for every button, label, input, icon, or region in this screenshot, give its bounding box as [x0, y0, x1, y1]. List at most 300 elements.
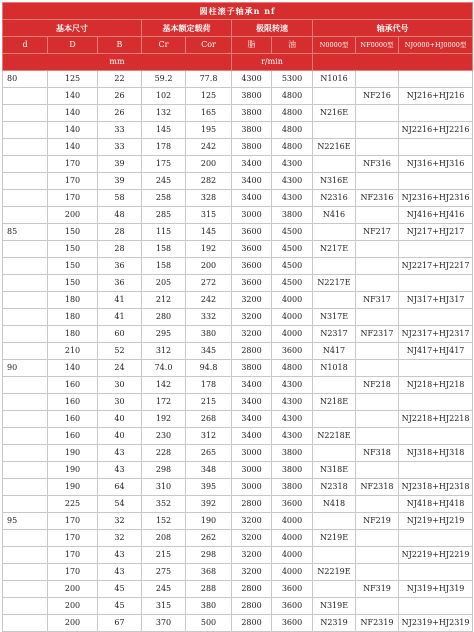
cell-cr: 215 [142, 547, 186, 564]
col-header-cr: Cr [142, 37, 186, 54]
cell-cr: 74.0 [142, 360, 186, 377]
cell-D: 200 [48, 615, 98, 632]
cell-nj0000: NJ416+HJ416 [399, 207, 473, 224]
cell-grease: 2800 [232, 581, 272, 598]
table-row [3, 139, 473, 156]
cell-nf0000 [356, 343, 399, 360]
column-header-row [3, 37, 473, 54]
cell-nj0000 [399, 173, 473, 190]
cell-d [3, 88, 48, 105]
cell-grease: 3200 [232, 309, 272, 326]
table-row [3, 615, 473, 632]
cell-grease: 2800 [232, 598, 272, 615]
cell-B: 32 [98, 530, 142, 547]
table-row [3, 479, 473, 496]
cell-cr: 152 [142, 513, 186, 530]
cell-D: 170 [48, 564, 98, 581]
table-row [3, 411, 473, 428]
cell-d [3, 292, 48, 309]
cell-n0000 [313, 88, 356, 105]
cell-cr: 102 [142, 88, 186, 105]
cell-B: 64 [98, 479, 142, 496]
cell-D: 170 [48, 190, 98, 207]
table-row [3, 326, 473, 343]
cell-oil: 4800 [272, 139, 313, 156]
cell-D: 210 [48, 343, 98, 360]
cell-nj0000: NJ316+HJ316 [399, 156, 473, 173]
cell-nf0000 [356, 207, 399, 224]
cell-D: 180 [48, 292, 98, 309]
cell-n0000: N319E [313, 598, 356, 615]
cell-n0000: N1018 [313, 360, 356, 377]
cell-cor: 380 [186, 598, 232, 615]
cell-oil: 4000 [272, 309, 313, 326]
col-header-d: d [3, 37, 48, 54]
cell-oil: 4300 [272, 411, 313, 428]
cell-cr: 298 [142, 462, 186, 479]
cell-B: 36 [98, 275, 142, 292]
cell-grease: 3200 [232, 547, 272, 564]
cell-grease: 4300 [232, 71, 272, 88]
cell-D: 200 [48, 581, 98, 598]
cell-D: 225 [48, 496, 98, 513]
cell-D: 170 [48, 530, 98, 547]
cell-grease: 2800 [232, 343, 272, 360]
cell-D: 170 [48, 513, 98, 530]
table-row [3, 360, 473, 377]
cell-oil: 4000 [272, 530, 313, 547]
table-row [3, 462, 473, 479]
cell-D: 180 [48, 309, 98, 326]
cell-oil: 4800 [272, 88, 313, 105]
cell-nf0000: NF216 [356, 88, 399, 105]
cell-n0000: N216E [313, 105, 356, 122]
cell-n0000 [313, 156, 356, 173]
table-row [3, 428, 473, 445]
cell-B: 45 [98, 581, 142, 598]
cell-oil: 4800 [272, 105, 313, 122]
cell-cor: 215 [186, 394, 232, 411]
cell-B: 36 [98, 258, 142, 275]
table-row [3, 530, 473, 547]
cell-grease: 3600 [232, 258, 272, 275]
cell-nj0000: NJ2218+HJ2218 [399, 411, 473, 428]
cell-cr: 310 [142, 479, 186, 496]
table-row [3, 224, 473, 241]
table-row [3, 122, 473, 139]
table-row [3, 71, 473, 88]
cell-cor: 195 [186, 122, 232, 139]
cell-nf0000: NF219 [356, 513, 399, 530]
cell-grease: 2800 [232, 615, 272, 632]
table-title: 圆柱滚子轴承n nf [3, 3, 473, 20]
cell-n0000 [313, 224, 356, 241]
cell-nf0000: NF2319 [356, 615, 399, 632]
cell-n0000: N317E [313, 309, 356, 326]
cell-cr: 230 [142, 428, 186, 445]
cell-cr: 295 [142, 326, 186, 343]
col-header-B: B [98, 37, 142, 54]
cell-oil: 3600 [272, 496, 313, 513]
cell-nf0000 [356, 309, 399, 326]
cell-B: 58 [98, 190, 142, 207]
cell-B: 52 [98, 343, 142, 360]
table-body [3, 71, 473, 632]
cell-D: 140 [48, 105, 98, 122]
cell-D: 200 [48, 598, 98, 615]
cell-nj0000 [399, 360, 473, 377]
cell-n0000 [313, 377, 356, 394]
cell-d [3, 530, 48, 547]
cell-cor: 395 [186, 479, 232, 496]
cell-n0000 [313, 445, 356, 462]
cell-oil: 3600 [272, 343, 313, 360]
cell-D: 170 [48, 547, 98, 564]
cell-d [3, 445, 48, 462]
cell-d [3, 326, 48, 343]
table-row [3, 190, 473, 207]
cell-B: 39 [98, 156, 142, 173]
cell-cr: 115 [142, 224, 186, 241]
cell-n0000: N2218E [313, 428, 356, 445]
cell-grease: 3400 [232, 428, 272, 445]
cell-B: 28 [98, 224, 142, 241]
cell-nf0000 [356, 428, 399, 445]
cell-grease: 3400 [232, 190, 272, 207]
cell-B: 24 [98, 360, 142, 377]
table-row [3, 598, 473, 615]
cell-D: 140 [48, 122, 98, 139]
cell-d [3, 394, 48, 411]
cell-d [3, 581, 48, 598]
cell-grease: 3600 [232, 224, 272, 241]
cell-d [3, 105, 48, 122]
cell-grease: 3200 [232, 326, 272, 343]
table-row [3, 105, 473, 122]
cell-nj0000: NJ319+HJ319 [399, 581, 473, 598]
cell-oil: 3800 [272, 445, 313, 462]
cell-cr: 175 [142, 156, 186, 173]
cell-n0000 [313, 411, 356, 428]
table-row [3, 173, 473, 190]
cell-grease: 3400 [232, 156, 272, 173]
cell-n0000: N217E [313, 241, 356, 258]
col-header-D: D [48, 37, 98, 54]
cell-cor: 200 [186, 156, 232, 173]
group-bearing-code: 轴承代号 [313, 20, 473, 37]
cell-grease: 3400 [232, 377, 272, 394]
cell-oil: 4000 [272, 326, 313, 343]
cell-nj0000: NJ2219+HJ2219 [399, 547, 473, 564]
col-header-oil: 油 [272, 37, 313, 54]
cell-nj0000: NJ2316+HJ2316 [399, 190, 473, 207]
cell-D: 150 [48, 258, 98, 275]
cell-d: 85 [3, 224, 48, 241]
cell-oil: 4500 [272, 275, 313, 292]
cell-d [3, 258, 48, 275]
cell-B: 67 [98, 615, 142, 632]
cell-cor: 380 [186, 326, 232, 343]
cell-cor: 145 [186, 224, 232, 241]
cell-nj0000: NJ418+HJ418 [399, 496, 473, 513]
cell-D: 140 [48, 360, 98, 377]
cell-n0000: N318E [313, 462, 356, 479]
cell-cor: 94.8 [186, 360, 232, 377]
table-row [3, 377, 473, 394]
cell-cor: 125 [186, 88, 232, 105]
unit-row [3, 54, 473, 71]
cell-D: 190 [48, 479, 98, 496]
cell-B: 30 [98, 377, 142, 394]
title-row [3, 3, 473, 20]
cell-nf0000: NF217 [356, 224, 399, 241]
cell-cor: 192 [186, 241, 232, 258]
cell-n0000 [313, 581, 356, 598]
cell-D: 150 [48, 224, 98, 241]
cell-D: 180 [48, 326, 98, 343]
cell-d [3, 547, 48, 564]
cell-cr: 172 [142, 394, 186, 411]
cell-nf0000: NF2317 [356, 326, 399, 343]
cell-cor: 242 [186, 139, 232, 156]
cell-nf0000 [356, 462, 399, 479]
cell-cr: 178 [142, 139, 186, 156]
cell-cr: 145 [142, 122, 186, 139]
cell-d [3, 241, 48, 258]
cell-d [3, 207, 48, 224]
table-row [3, 88, 473, 105]
cell-grease: 2800 [232, 496, 272, 513]
cell-n0000: N218E [313, 394, 356, 411]
cell-n0000: N2318 [313, 479, 356, 496]
cell-nf0000: NF319 [356, 581, 399, 598]
cell-n0000: N2217E [313, 275, 356, 292]
cell-cor: 200 [186, 258, 232, 275]
cell-D: 190 [48, 462, 98, 479]
cell-B: 22 [98, 71, 142, 88]
cell-cor: 282 [186, 173, 232, 190]
cell-B: 45 [98, 598, 142, 615]
table-row [3, 445, 473, 462]
cell-D: 140 [48, 139, 98, 156]
cell-D: 160 [48, 411, 98, 428]
cell-grease: 3600 [232, 275, 272, 292]
col-header-nj0000: NJ0000+HJ0000型 [399, 37, 473, 54]
cell-D: 200 [48, 207, 98, 224]
cell-cr: 59.2 [142, 71, 186, 88]
table-row [3, 394, 473, 411]
cell-nf0000 [356, 411, 399, 428]
cell-D: 160 [48, 394, 98, 411]
cell-cor: 272 [186, 275, 232, 292]
cell-nj0000: NJ417+HJ417 [399, 343, 473, 360]
cell-n0000: N2316 [313, 190, 356, 207]
cell-d [3, 411, 48, 428]
cell-n0000 [313, 122, 356, 139]
cell-nf0000 [356, 122, 399, 139]
cell-cor: 332 [186, 309, 232, 326]
cell-B: 33 [98, 122, 142, 139]
cell-nf0000 [356, 139, 399, 156]
cell-nf0000 [356, 530, 399, 547]
cell-n0000: N316E [313, 173, 356, 190]
cell-B: 41 [98, 292, 142, 309]
unit-speed: r/min [232, 54, 313, 71]
cell-nf0000 [356, 173, 399, 190]
cell-n0000 [313, 292, 356, 309]
cell-nj0000 [399, 564, 473, 581]
bearing-spec-table [2, 2, 473, 632]
cell-nj0000 [399, 428, 473, 445]
cell-nf0000: NF318 [356, 445, 399, 462]
cell-cor: 368 [186, 564, 232, 581]
cell-n0000: N219E [313, 530, 356, 547]
cell-cor: 265 [186, 445, 232, 462]
cell-grease: 3000 [232, 445, 272, 462]
cell-n0000: N2216E [313, 139, 356, 156]
cell-cr: 208 [142, 530, 186, 547]
cell-cor: 500 [186, 615, 232, 632]
cell-B: 43 [98, 564, 142, 581]
cell-d: 90 [3, 360, 48, 377]
cell-nj0000: NJ2217+HJ2217 [399, 258, 473, 275]
cell-nf0000: NF317 [356, 292, 399, 309]
cell-cor: 288 [186, 581, 232, 598]
cell-nf0000 [356, 598, 399, 615]
cell-d [3, 479, 48, 496]
cell-d [3, 598, 48, 615]
cell-B: 39 [98, 173, 142, 190]
table-row [3, 513, 473, 530]
cell-d [3, 122, 48, 139]
cell-D: 160 [48, 377, 98, 394]
cell-cr: 370 [142, 615, 186, 632]
cell-cr: 258 [142, 190, 186, 207]
cell-grease: 3800 [232, 139, 272, 156]
table-row [3, 547, 473, 564]
cell-cr: 212 [142, 292, 186, 309]
cell-B: 40 [98, 428, 142, 445]
cell-grease: 3000 [232, 207, 272, 224]
cell-cr: 245 [142, 173, 186, 190]
cell-oil: 3800 [272, 207, 313, 224]
cell-nf0000: NF2316 [356, 190, 399, 207]
cell-nf0000: NF2318 [356, 479, 399, 496]
table-row [3, 292, 473, 309]
cell-grease: 3200 [232, 564, 272, 581]
cell-oil: 4000 [272, 547, 313, 564]
cell-B: 32 [98, 513, 142, 530]
cell-grease: 3800 [232, 105, 272, 122]
cell-grease: 3200 [232, 292, 272, 309]
cell-nj0000 [399, 462, 473, 479]
table-row [3, 309, 473, 326]
cell-cor: 262 [186, 530, 232, 547]
cell-cor: 77.8 [186, 71, 232, 88]
cell-grease: 3400 [232, 411, 272, 428]
cell-cr: 228 [142, 445, 186, 462]
cell-nf0000 [356, 360, 399, 377]
cell-cor: 345 [186, 343, 232, 360]
cell-d [3, 275, 48, 292]
cell-d: 95 [3, 513, 48, 530]
table-row [3, 275, 473, 292]
cell-oil: 4000 [272, 292, 313, 309]
cell-d [3, 139, 48, 156]
cell-n0000: N1016 [313, 71, 356, 88]
cell-d [3, 173, 48, 190]
cell-nj0000: NJ2318+HJ2318 [399, 479, 473, 496]
cell-oil: 3800 [272, 479, 313, 496]
cell-B: 43 [98, 547, 142, 564]
cell-n0000: N2219E [313, 564, 356, 581]
cell-cor: 178 [186, 377, 232, 394]
table-row [3, 343, 473, 360]
cell-cor: 165 [186, 105, 232, 122]
cell-n0000: N416 [313, 207, 356, 224]
cell-B: 26 [98, 88, 142, 105]
cell-nj0000: NJ218+HJ218 [399, 377, 473, 394]
cell-grease: 3200 [232, 530, 272, 547]
cell-grease: 3800 [232, 88, 272, 105]
cell-oil: 4500 [272, 224, 313, 241]
cell-n0000 [313, 547, 356, 564]
cell-cr: 285 [142, 207, 186, 224]
cell-oil: 3600 [272, 615, 313, 632]
cell-n0000 [313, 258, 356, 275]
table-row [3, 564, 473, 581]
cell-D: 190 [48, 445, 98, 462]
cell-grease: 3400 [232, 173, 272, 190]
cell-cr: 245 [142, 581, 186, 598]
cell-oil: 4500 [272, 258, 313, 275]
cell-grease: 3600 [232, 241, 272, 258]
cell-cor: 348 [186, 462, 232, 479]
cell-grease: 3800 [232, 122, 272, 139]
cell-oil: 3600 [272, 581, 313, 598]
cell-nf0000 [356, 547, 399, 564]
cell-d [3, 156, 48, 173]
cell-nj0000: NJ2317+HJ2317 [399, 326, 473, 343]
cell-d [3, 190, 48, 207]
cell-grease: 3400 [232, 394, 272, 411]
table-row [3, 207, 473, 224]
cell-nf0000 [356, 241, 399, 258]
cell-cr: 205 [142, 275, 186, 292]
cell-n0000: N417 [313, 343, 356, 360]
cell-nf0000 [356, 394, 399, 411]
cell-n0000: N2317 [313, 326, 356, 343]
cell-nf0000 [356, 71, 399, 88]
cell-nj0000 [399, 309, 473, 326]
cell-cor: 268 [186, 411, 232, 428]
cell-nj0000 [399, 275, 473, 292]
col-header-nf0000: NF0000型 [356, 37, 399, 54]
cell-oil: 4000 [272, 564, 313, 581]
cell-oil: 4300 [272, 377, 313, 394]
cell-nj0000: NJ318+HJ318 [399, 445, 473, 462]
group-header-row [3, 20, 473, 37]
cell-grease: 3200 [232, 513, 272, 530]
table-row [3, 241, 473, 258]
cell-d [3, 496, 48, 513]
cell-grease: 3000 [232, 479, 272, 496]
cell-d [3, 615, 48, 632]
cell-nj0000 [399, 71, 473, 88]
cell-cor: 392 [186, 496, 232, 513]
col-header-cor: Cor [186, 37, 232, 54]
cell-oil: 3600 [272, 598, 313, 615]
